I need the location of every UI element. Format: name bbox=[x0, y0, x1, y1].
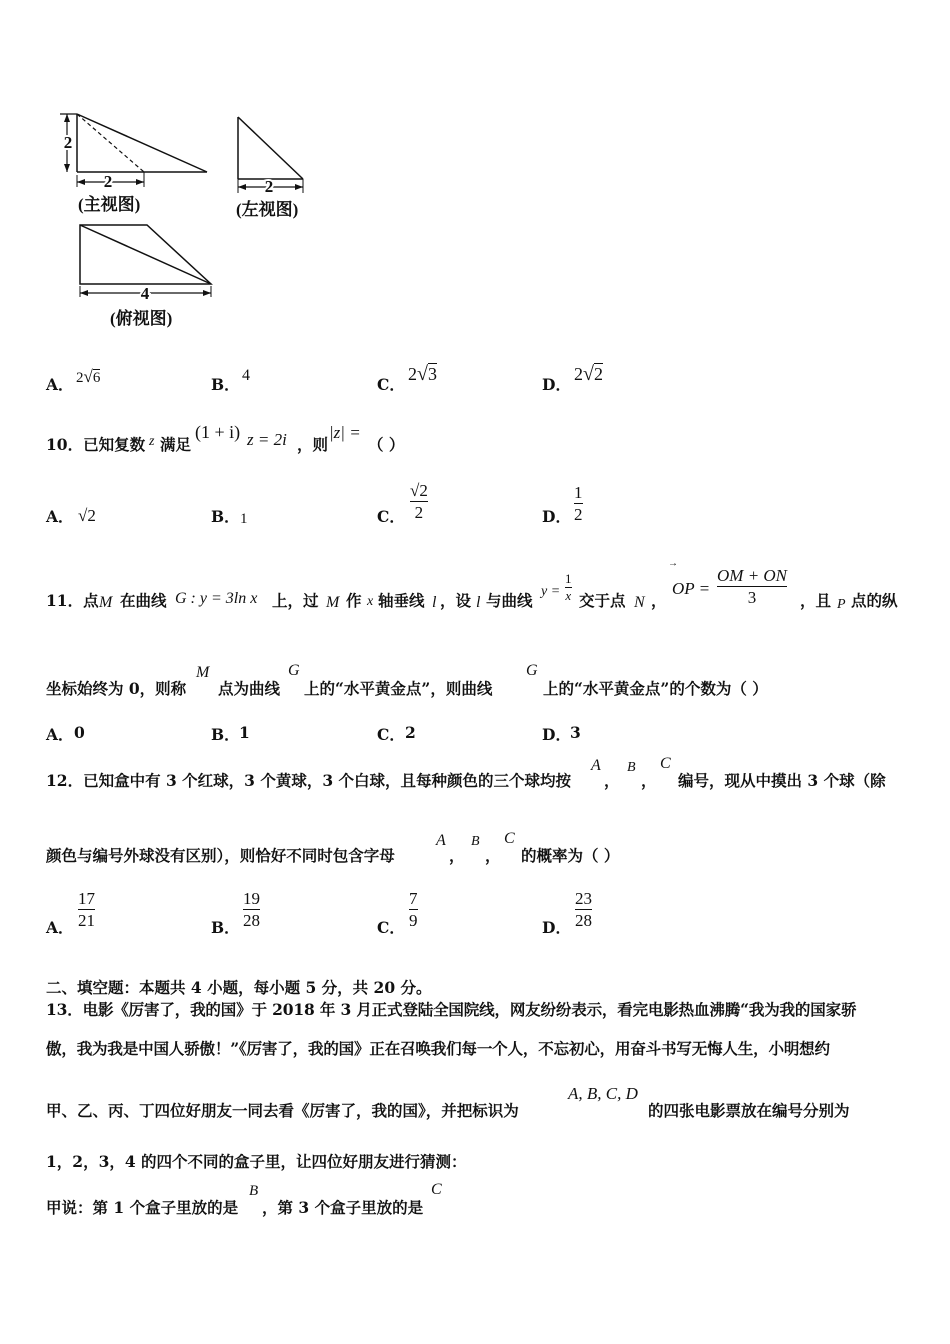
q10-option-a-value: √2 bbox=[78, 506, 96, 525]
q10-option-c-label: C． bbox=[377, 507, 405, 526]
top-width-label: 4 bbox=[140, 284, 150, 303]
q12-option-a-den: 21 bbox=[78, 911, 95, 930]
q10-option-a-label: A． bbox=[46, 507, 74, 526]
top-view-caption: (俯视图) bbox=[110, 309, 173, 328]
q13-line-3-b: 的四张电影票放在编号分别为 bbox=[648, 1101, 850, 1120]
q12-var-b: B bbox=[627, 760, 636, 775]
q11-y-fraction bbox=[565, 572, 572, 603]
q11-var-x: x bbox=[367, 594, 374, 609]
q10-option-b-label: B． bbox=[211, 507, 240, 526]
q11-vector-op: OP = bbox=[672, 579, 711, 598]
q12-var-c-2: C bbox=[504, 830, 515, 847]
q9-option-d-label: D． bbox=[542, 375, 571, 394]
q11-text-7: 与曲线 bbox=[486, 591, 533, 610]
q13-line-2: 傲，我为我是中国人骄傲！”《厉害了，我的国》正在召唤我们每一个人，不忘初心，用奋斗书写无悔人生，小明想约 bbox=[46, 1039, 830, 1058]
q10-option-d-label: D． bbox=[542, 507, 571, 526]
q9-option-a-coef: 2 bbox=[76, 370, 84, 386]
q11-text-2: 在曲线 bbox=[120, 591, 167, 610]
q10-option-d-den: 2 bbox=[574, 505, 583, 524]
q9-option-a-radicand: 6 bbox=[92, 370, 101, 386]
q11-curve-g: G : y = 3ln x bbox=[175, 590, 258, 607]
left-width-label: 2 bbox=[264, 177, 274, 196]
q12-option-a-fraction bbox=[78, 889, 95, 930]
q10-var-z: z bbox=[149, 434, 155, 449]
front-width-label: 2 bbox=[103, 172, 113, 191]
q11-var-l: l bbox=[432, 594, 437, 611]
q11-op-den: 3 bbox=[747, 588, 757, 607]
q11-var-g-3: G bbox=[526, 662, 538, 679]
q11-option-a-value: 0 bbox=[74, 723, 85, 742]
q11-option-d-value: 3 bbox=[570, 723, 581, 742]
q13-line-4: 1，2，3，4 的四个不同的盒子里，让四位好朋友进行猜测： bbox=[46, 1152, 467, 1171]
q12-option-d-den: 28 bbox=[575, 911, 592, 930]
q11-text-4: 作 bbox=[346, 591, 362, 610]
q12-line2-a: 颜色与编号外球没有区别），则恰好不同时包含字母 bbox=[46, 846, 395, 865]
q12-option-b-den: 28 bbox=[243, 911, 260, 930]
q12-option-b-label: B． bbox=[211, 918, 240, 937]
q11-option-b-label: B． bbox=[211, 725, 240, 744]
q12-option-d-num: 23 bbox=[575, 889, 592, 908]
q10-text-4: （ ） bbox=[368, 435, 405, 454]
q12-option-b-fraction bbox=[243, 889, 260, 930]
q11-option-b-value: 1 bbox=[239, 723, 250, 742]
q9-option-c-coef: 2 bbox=[408, 364, 417, 384]
q11-option-d-label: D． bbox=[542, 725, 571, 744]
front-view-caption: (主视图) bbox=[78, 195, 141, 214]
q12-var-c: C bbox=[660, 755, 671, 772]
q13-line-5-a: 甲说：第 1 个盒子里放的是 bbox=[46, 1198, 239, 1217]
q11-op-num: OM + ON bbox=[717, 566, 788, 585]
q9-option-b-label: B． bbox=[211, 375, 240, 394]
q10-text-1: 10．已知复数 bbox=[46, 435, 146, 454]
left-view-caption: (左视图) bbox=[236, 200, 299, 219]
q11-var-l-2: l bbox=[476, 594, 481, 611]
q11-text-3: 上，过 bbox=[272, 591, 319, 610]
q10-eq-1: (1 + i) bbox=[195, 422, 241, 442]
q11-line2-c: 上的“水平黄金点”，则曲线 bbox=[304, 679, 493, 698]
q11-text-1: 11．点 bbox=[46, 591, 99, 610]
q11-var-m-3: M bbox=[196, 664, 210, 681]
q9-option-d-coef: 2 bbox=[574, 364, 583, 384]
q13-ticket-labels: A, B, C, D bbox=[568, 1084, 638, 1103]
q11-var-p: P bbox=[837, 597, 846, 612]
section-2-heading: 二、填空题：本题共 4 小题，每小题 5 分，共 20 分。 bbox=[46, 978, 432, 997]
q9-option-d-value: 2√2 bbox=[574, 363, 603, 385]
q11-text-10: ，且 bbox=[800, 591, 832, 610]
q10-text-3: ，则 bbox=[297, 435, 329, 454]
q13-var-b: B bbox=[249, 1183, 259, 1199]
q11-var-m-2: M bbox=[326, 594, 340, 611]
q12-var-a-2: A bbox=[436, 832, 446, 849]
front-height-label: 2 bbox=[63, 133, 73, 152]
q11-text-8: 交于点 bbox=[579, 591, 626, 610]
q10-option-b-value: 1 bbox=[240, 511, 248, 527]
q12-line2-b: 的概率为（ ） bbox=[521, 846, 620, 865]
q11-line2-a: 坐标始终为 0，则称 bbox=[46, 679, 187, 698]
q10-text-2: 满足 bbox=[160, 435, 192, 454]
q12-text-2: 编号，现从中摸出 3 个球（除 bbox=[678, 771, 886, 790]
q11-var-m: M bbox=[99, 594, 113, 611]
q12-option-c-label: C． bbox=[377, 918, 405, 937]
three-view-figure bbox=[40, 105, 340, 345]
q11-option-a-label: A． bbox=[46, 725, 74, 744]
q10-option-c-num: √2 bbox=[410, 481, 428, 500]
q11-text-9: ， bbox=[651, 591, 667, 610]
q9-option-b-value: 4 bbox=[242, 367, 250, 384]
q12-comma-4: ， bbox=[485, 846, 501, 865]
q11-vector-arrow: → bbox=[668, 558, 678, 569]
q11-y-num: 1 bbox=[565, 571, 572, 586]
q12-var-a: A bbox=[591, 757, 601, 774]
q13-line-3-a: 甲、乙、丙、丁四位好朋友一同去看《厉害了，我的国》，并把标识为 bbox=[46, 1101, 519, 1120]
q12-option-c-fraction bbox=[409, 889, 418, 930]
q12-option-c-den: 9 bbox=[409, 911, 418, 930]
q11-var-n: N bbox=[634, 594, 645, 611]
q11-line2-b: 点为曲线 bbox=[218, 679, 281, 698]
q12-option-b-num: 19 bbox=[243, 889, 260, 908]
q11-text-11: 点的纵 bbox=[851, 591, 898, 610]
q12-comma-2: ， bbox=[641, 771, 657, 790]
q9-option-d-radicand: 2 bbox=[593, 364, 603, 384]
q10-option-d-fraction bbox=[574, 483, 583, 524]
q11-text-6: ，设 bbox=[440, 591, 472, 610]
q13-var-c: C bbox=[431, 1181, 442, 1198]
q11-y-den: x bbox=[565, 588, 572, 603]
q12-text-1: 12．已知盒中有 3 个红球，3 个黄球，3 个白球，且每种颜色的三个球均按 bbox=[46, 771, 572, 790]
q9-option-c-value: 2√3 bbox=[408, 363, 437, 385]
q10-eq-2: z = 2i bbox=[247, 430, 287, 449]
q9-option-a-value: 2√6 bbox=[76, 367, 101, 386]
q13-line-1: 13．电影《厉害了，我的国》于 2018 年 3 月正式登陆全国院线，网友纷纷表示，看完电影热血沸腾“我为我的国家骄 bbox=[46, 1000, 857, 1019]
q12-comma-1: ， bbox=[604, 771, 620, 790]
q12-option-c-num: 7 bbox=[409, 889, 418, 908]
q11-op-fraction bbox=[717, 566, 787, 607]
q11-y-eq: y = bbox=[541, 584, 561, 599]
q12-var-b-2: B bbox=[471, 834, 480, 849]
q10-option-d-num: 1 bbox=[574, 483, 583, 502]
q11-var-g-2: G bbox=[288, 662, 300, 679]
q9-option-a-label: A． bbox=[46, 375, 74, 394]
q11-line2-d: 上的“水平黄金点”的个数为（ ） bbox=[543, 679, 768, 698]
q10-abs-z: |z| = bbox=[329, 423, 361, 442]
q12-option-d-fraction bbox=[575, 889, 592, 930]
q10-option-c-fraction bbox=[410, 481, 428, 522]
q12-comma-3: ， bbox=[449, 846, 465, 865]
q11-option-c-label: C． bbox=[377, 725, 405, 744]
q12-option-a-num: 17 bbox=[78, 889, 95, 908]
q9-option-c-radicand: 3 bbox=[427, 364, 437, 384]
q11-text-5: 轴垂线 bbox=[378, 591, 425, 610]
q12-option-d-label: D． bbox=[542, 918, 571, 937]
q9-option-c-label: C． bbox=[377, 375, 405, 394]
q11-option-c-value: 2 bbox=[405, 723, 416, 742]
q13-line-5-b: ，第 3 个盒子里放的是 bbox=[262, 1198, 424, 1217]
q12-option-a-label: A． bbox=[46, 918, 74, 937]
q10-option-c-den: 2 bbox=[414, 503, 424, 522]
front-view bbox=[60, 114, 207, 187]
